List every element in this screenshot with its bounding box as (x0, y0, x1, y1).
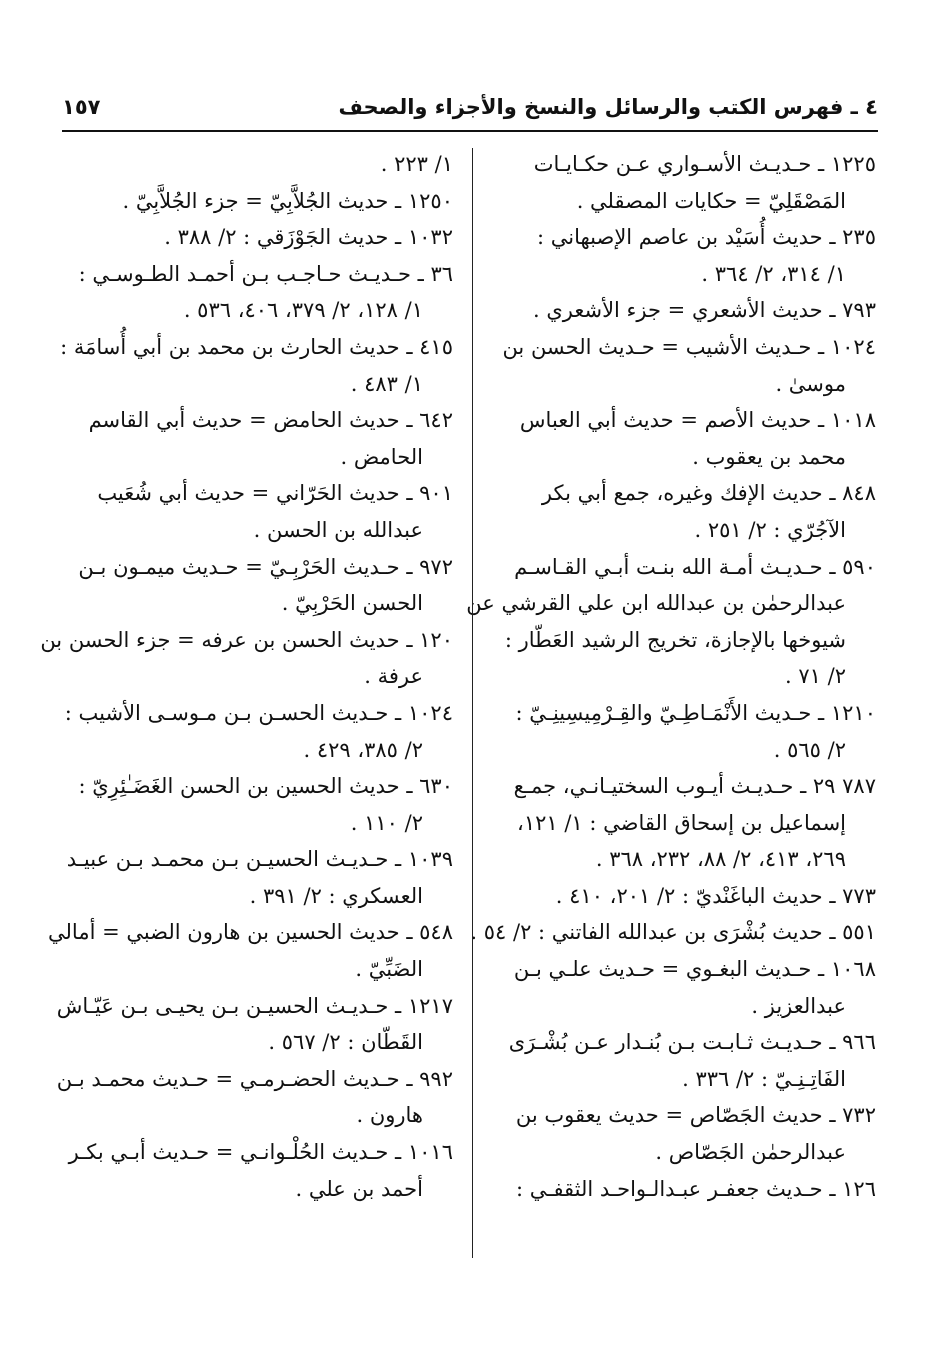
index-entry (48, 914, 453, 987)
entry-first-line: ٧٣٢ ـ حديث الجَصّاص = حديث يعقوب بن (515, 1103, 876, 1128)
entry-first-line: ١٢٠ ـ حديث الحسن بن عرفه = جزء الحسن بن (40, 627, 453, 652)
index-entry (501, 695, 876, 768)
index-entry (68, 549, 453, 622)
entry-first-line: ٢٣٥ ـ حديث أُسَيْد بن عاصم الإصبهاني : (536, 225, 876, 250)
index-column-left (40, 146, 453, 1207)
entry-continuation-line: عرفة . (364, 664, 423, 689)
index-entry (501, 219, 876, 292)
index-entry (68, 402, 453, 475)
entry-first-line: ٩٩٢ ـ حـديث الحضـرمـي = حـديث محمـد بـن (56, 1066, 453, 1091)
entry-continuation-line: الضَبِّيّ . (355, 957, 423, 982)
index-entry (466, 549, 876, 695)
index-entry (501, 146, 876, 219)
entry-continuation-line: عبدالرحمٰن بن عبدالله ابن علي القرشي عن (466, 591, 846, 616)
index-entry (501, 1097, 876, 1170)
index-entry (68, 256, 453, 329)
index-entry (501, 878, 876, 915)
index-entry (501, 768, 876, 878)
entry-continuation-line: ٢/ ٣٨٥، ٤٢٩ . (303, 737, 423, 762)
index-entry (68, 183, 453, 220)
entry-first-line: ٩٠١ ـ حديث الحَرّاني = حديث أبي شُعَيب (97, 481, 453, 506)
entry-continuation-line: ٢/ ٧١ . (785, 664, 846, 689)
entry-first-line: ٧٧٣ ـ حديث الباغَنْديّ : ٢/ ٢٠١، ٤١٠ . (555, 883, 876, 908)
index-column-right (466, 146, 876, 1207)
entry-first-line: ١٢١٧ ـ حـديـث الحسيـن بـن يحيـى بـن عَيّـاش (56, 993, 453, 1018)
entry-first-line: ١٠٣٢ ـ حديث الجَوْزَقي : ٢/ ٣٨٨ . (164, 225, 453, 250)
entry-continuation-line: العسكري : ٢/ ٣٩١ . (249, 883, 423, 908)
entry-first-line: ٥٩٠ ـ حـديـث أمـة الله بنـت أبـي القـاسـم (514, 554, 876, 579)
entry-continuation-line: ٢/ ٥٦٥ . (773, 737, 846, 762)
entry-continuation-line: عبدالعزيز . (751, 993, 846, 1018)
index-entry (501, 329, 876, 402)
entry-first-line: ٦٤٢ ـ حديث الحامض = حديث أبي القاسم (88, 408, 453, 433)
entry-first-line: ١٢٦ ـ حـديث جعفـر عبـدالـواحـد الثقفـي : (516, 1176, 876, 1201)
entry-first-line: ٨٤٨ ـ حديث الإفك وغيره، جمع أبي بكر (541, 481, 876, 506)
entry-continuation-line: ٢٦٩، ٤١٣، ٢/ ٨٨، ٢٣٢، ٣٦٨ . (595, 847, 846, 872)
entry-first-line: ٤١٥ ـ حديث الحارث بن محمد بن أبي أُسامَة : (60, 334, 453, 359)
entry-continuation-line: الحسن الحَرْبِيّ . (281, 591, 423, 616)
entry-continuation-line: عبدالله بن الحسن . (253, 517, 423, 542)
entry-continuation-line: المَصْقَلِيّ = حكايات المصقلي . (576, 188, 846, 213)
entry-first-line: ١٢١٠ ـ حـديث الأَنْمَـاطِـيّ والقِـرْمِيسِينِـيّ : (515, 700, 876, 725)
entry-continuation-line: أحمد بن علي . (295, 1176, 423, 1201)
entry-continuation-line: القَطّان : ٢/ ٥٦٧ . (268, 1030, 423, 1055)
entry-first-line: ١٠٢٤ ـ حـديث الحسـن بـن مـوسـى الأشيب : (64, 700, 453, 725)
index-entry (68, 219, 453, 256)
entry-first-line: ٦٣٠ ـ حديث الحسين بن الحسن الغَضَـٰئِرِيّ : (78, 774, 453, 799)
column-divider (472, 148, 473, 1258)
entry-first-line: ٧٩٣ ـ حديث الأشعري = جزء الأشعري . (532, 298, 876, 323)
entry-first-line: ٧٨٧ ٢٩ ـ حـديـث أيـوب السختيـانـي، جمـع (513, 774, 876, 799)
entry-first-line: ١٠٢٤ ـ حـديث الأشيب = حـديث الحسن بن (502, 334, 876, 359)
page-number: ١٥٧ (62, 95, 101, 119)
running-header (62, 92, 878, 126)
entry-continuation-line: الآجُرّي : ٢/ ٢٥١ . (694, 517, 846, 542)
index-entry (470, 914, 876, 951)
entry-continuation-line: إسماعيل بن إسحاق القاضي : ١/ ١٢١، (517, 810, 846, 835)
index-entry (56, 1061, 453, 1134)
entry-first-line: ٥٥١ ـ حديث بُشْرَى بن عبدالله الفاتني : ٢/ ٥٤ . (470, 920, 876, 945)
entry-continuation-line: ١/ ١٢٨، ٢/ ٣٧٩، ٤٠٦، ٥٣٦ . (183, 298, 423, 323)
entry-first-line: ١/ ٢٢٣ . (380, 152, 453, 176)
entry-first-line: ١٠٣٩ ـ حـديـث الحسيـن بـن محمـد بـن عبيـد (66, 847, 453, 872)
index-entry (56, 988, 453, 1061)
index-entry (64, 695, 453, 768)
index-entry (501, 402, 876, 475)
entry-continuation-line: ١/ ٣١٤، ٢/ ٣٦٤ . (701, 261, 846, 286)
index-entry (501, 1171, 876, 1208)
index-entry (40, 622, 453, 695)
entry-first-line: ١٠١٨ ـ حديث الأصم = حديث أبي العباس (519, 408, 876, 433)
index-entry (501, 292, 876, 329)
entry-continuation-line: شيوخها بالإجازة، تخريج الرشيد العَطّار : (504, 627, 846, 652)
index-entry (68, 768, 453, 841)
index-entry (501, 1024, 876, 1097)
entry-continuation-line: موسىٰ . (775, 371, 846, 396)
entry-first-line: ١٠١٦ ـ حـديث الحُلْـوانـي = حـديث أبـي بكـر (68, 1140, 453, 1165)
index-entry (501, 475, 876, 548)
entry-first-line: ٥٤٨ ـ حديث الحسين بن هارون الضبي = أمالي (48, 920, 453, 945)
entry-first-line: ٩٧٢ ـ حـديث الحَرْبِـيّ = حـديث ميمـون بـن (78, 554, 453, 579)
entry-continuation-line: محمد بن يعقوب . (692, 444, 846, 469)
index-entry (68, 1134, 453, 1207)
page-header-title: ٤ ـ فهرس الكتب والرسائل والنسخ والأجزاء والصحف (338, 95, 878, 119)
index-entry (68, 841, 453, 914)
header-rule (62, 130, 878, 132)
index-entry (68, 146, 453, 183)
index-entry (60, 329, 453, 402)
entry-first-line: ٩٦٦ ـ حـديـث ثـابـت بـن بُنـدار عـن بُشْـرَى (508, 1030, 876, 1055)
entry-continuation-line: الفَاتِـنِـيّ : ٢/ ٣٣٦ . (682, 1066, 846, 1091)
entry-continuation-line: هارون . (356, 1103, 423, 1128)
entry-continuation-line: الحامض . (340, 444, 423, 469)
entry-continuation-line: ١/ ٤٨٣ . (350, 371, 423, 396)
entry-first-line: ١٢٢٥ ـ حـديـث الأسـواري عـن حكـايـات (533, 152, 876, 176)
entry-continuation-line: ٢/ ١١٠ . (350, 810, 423, 835)
entry-first-line: ٣٦ ـ حـديـث حـاجـب بـن أحمـد الطـوسـي : (78, 261, 453, 286)
index-entry (68, 475, 453, 548)
entry-first-line: ١٠٦٨ ـ حـديث البغـوي = حـديث علـي بـن (513, 957, 876, 982)
entry-continuation-line: عبدالرحمٰن الجَصّاص . (655, 1140, 846, 1165)
entry-first-line: ١٢٥٠ ـ حديث الجُلاَّبِيّ = جزء الجُلاَّبِيّ . (122, 188, 453, 213)
index-entry (501, 951, 876, 1024)
